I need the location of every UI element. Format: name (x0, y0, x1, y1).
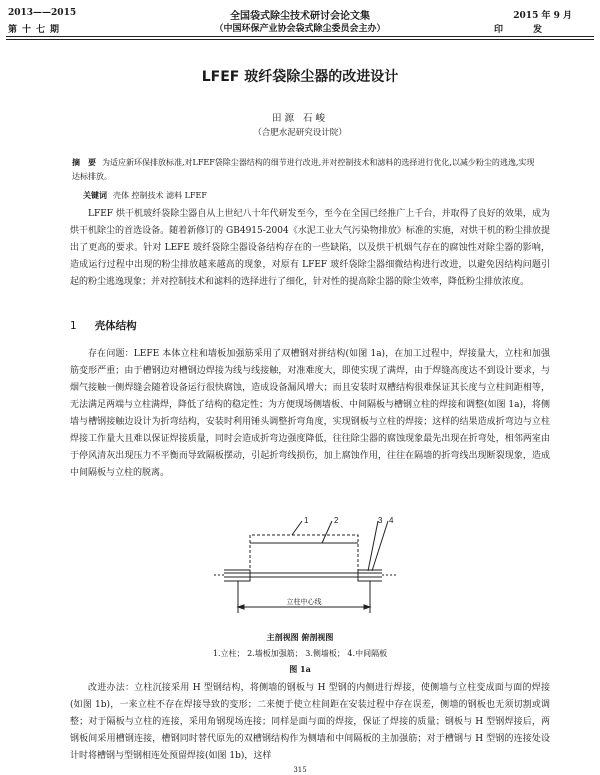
improvement-paragraph: 改进办法：立柱沉接采用 H 型钢结构，将侧墙的钢板与 H 型钢的内侧进行焊接，使侧墙与立柱变成面与面的焊接(如图 1b)，一来立柱不存在焊接导致的变形；二来便于使立柱间距在安装过程中存在误差，侧墙的钢板也无须切割或调整；对于隔板与立柱的连接，采用角钢现场连接；同样是面与面的焊接，保证了焊接的质量；钢板与 H 型钢焊接后，两钢板间采用槽钢连接，槽钢同时替代原先的双槽钢结构作为侧墙和中间隔板的主加强筋；对于槽钢与 H 型钢的连接处设计时将槽钢与型钢相连处预留焊接(如图 1b)，这样 (70, 683, 550, 761)
header-journal-title: 全国袋式除尘技术研讨会论文集 (230, 11, 370, 22)
figure-legend: 1.立柱； 2.墙板加强筋； 3.侧墙板； 4.中间隔板 (212, 649, 388, 658)
keywords-text: 壳体 控制技术 滤料 LFEF (113, 191, 207, 200)
article-title: LFEF 玻纤袋除尘器的改进设计 (201, 69, 399, 85)
figure-number: 图 1a (289, 664, 311, 674)
callout-2: 2 (334, 516, 339, 525)
article-authors: 田源 石峻 (271, 113, 329, 124)
header-date: 2015 年 9 月 (513, 11, 572, 21)
header-journal-subtitle: （中国环保产业协会袋式除尘委员会主办） (214, 24, 386, 34)
abstract-text: 为适应新环保排放标准,对LFEF袋除尘器结构的细节进行改进,并对控制技术和滤料的选择进行优化,以减少粉尘的逃逸,实现达标排放。 (72, 158, 535, 181)
leader-1 (292, 521, 302, 535)
keywords (83, 190, 207, 201)
stiffener-outline (250, 535, 358, 573)
figure-title: 主剖视图 俯剖视图 (266, 632, 334, 642)
header-volume-years: 2013——2015 (8, 8, 77, 18)
leader-2 (322, 521, 332, 543)
callout-4: 4 (389, 516, 394, 525)
column-centerline-label: 立柱中心线 (286, 599, 322, 606)
section-title: 壳体结构 (94, 320, 137, 332)
intro-paragraph: LFEF 烘干机玻纤袋除尘器自从上世纪八十年代研发至今，至今在全国已经推广上千台，并取得了良好的效果，成为烘干机除尘的首选设备。随着新修订的 GB4915-2004《水泥工业大气污染物排放》标准的实施，对烘干机的粉尘排放提出了更高的要求。针对 LEFE 玻纤袋除尘器设备结构存在的一些缺陷，以及烘干机烟气存在的腐蚀性对除尘器的影响，造成运行过程中出现的粉尘排放越来越高的现象，对原有 LFEF 玻纤袋除尘器细微结构进行改进，以避免因结构问题引起的粉尘逃逸现象；并对控制技术和滤料的选择进行了细化，针对性的提高除尘器的除尘效率，降低粉尘排放浓度。 (70, 209, 550, 287)
abstract (72, 155, 542, 184)
callout-1: 1 (304, 516, 309, 525)
keywords-label: 关键词 (83, 190, 107, 200)
page-number: 315 (293, 766, 307, 774)
header-issue: 第十七期 (8, 25, 65, 35)
dimension-arrow-right (364, 605, 370, 609)
header-rule-thin (6, 39, 594, 40)
section-heading (70, 318, 137, 333)
header-rule-thick (6, 36, 594, 37)
dimension-arrow-left (238, 605, 244, 609)
header-printed: 印发 (493, 25, 572, 35)
leader-3 (368, 521, 378, 571)
section-number: 1 (70, 320, 77, 332)
leader-4 (372, 521, 388, 571)
callout-3: 3 (378, 516, 383, 525)
left-column-channel (224, 570, 250, 581)
structure-figure (210, 515, 400, 627)
problem-paragraph: 存在问题：LEFE 本体立柱和墙板加强筋采用了双槽钢对拼结构(如图 1a)，在加工过程中，焊接量大，立柱和加强筋变形严重；由于槽钢边对槽钢边焊接为线与线接触，对准难度大，即使实现了满焊，由于焊缝高度达不到设计要求，与烟气接触一侧焊缝会随着设备运行很快腐蚀，造成设备漏风增大；而且安装时双槽结构很难保证其长度与立柱间距相等，无法满足两端与立柱满焊，降低了结构的稳定性；为方便现场侧墙板、中间隔板与槽钢立柱的焊接和调整(如图 1a)，将侧墙与槽钢接触边设计为折弯结构，安装时利用锤头调整折弯角度，实现钢板与立柱的焊接；这样的结果造成折弯边与立柱焊接工作量大且难以保证焊接质量，同时会造成折弯边强度降低，往往除尘器的腐蚀现象最先出现在折弯处，相邻两室由于停风清灰出现压力不平衡而导致隔板摆动，引起折弯线损伤，加上腐蚀作用，往往在隔墙的折弯线出现断裂现象，造成中间隔板与立柱的脱离。 (70, 349, 550, 478)
abstract-label: 摘 要 (72, 157, 96, 167)
right-column-channel (358, 570, 382, 581)
article-affiliation: （合肥水泥研究设计院） (253, 128, 347, 138)
